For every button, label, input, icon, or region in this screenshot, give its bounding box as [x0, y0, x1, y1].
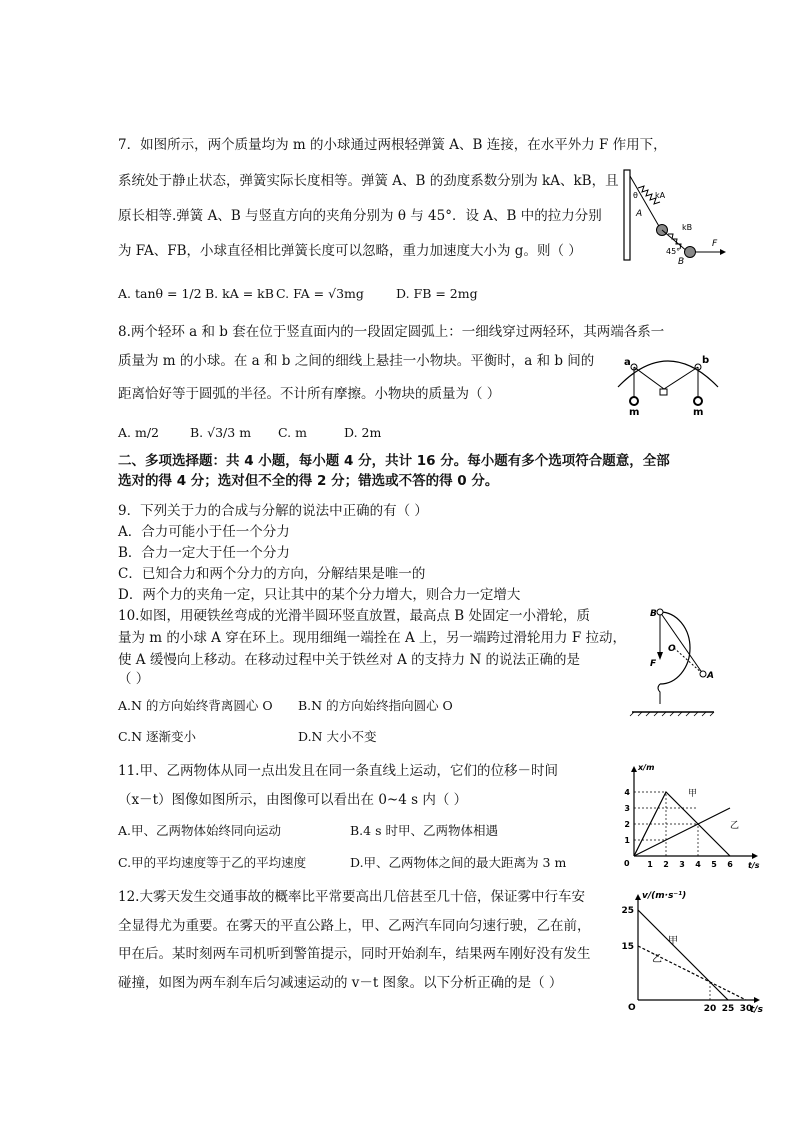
q11-x-tick: 6 — [727, 860, 733, 869]
q8-label-b: b — [702, 355, 710, 366]
q12-x-tick: 25 — [721, 1004, 735, 1014]
q8-ball-left — [630, 397, 638, 405]
q8-line1: 8.两个轻环 a 和 b 套在位于竖直面内的一段固定圆弧上：一细线穿过两轻环，其两端各系一 — [118, 324, 665, 340]
q11-line2: （x－t）图像如图所示，由图像可以看出在 0~4 s 内（ ） — [118, 792, 468, 808]
q7-option-c: C. FA = √3mg — [276, 286, 364, 301]
q7-option-b: B. kA = kB — [205, 286, 274, 301]
q11-option-c: C.甲的平均速度等于乙的平均速度 — [118, 855, 307, 870]
q10-line4: （ ） — [118, 671, 150, 687]
q7-option-a: A. tanθ = 1/2 — [118, 286, 202, 301]
q7-ball-b — [685, 247, 696, 258]
q10-line2: 量为 m 的小球 A 穿在环上。现用细绳一端拴在 A 上，另一端跨过滑轮用力 F 拉动， — [118, 630, 626, 646]
q7-label-theta: θ — [633, 191, 638, 200]
q8-option-d: D. 2m — [344, 425, 382, 440]
q10-force-arrow — [657, 652, 663, 660]
q10-semicircle-figure — [628, 604, 720, 718]
q8-label-m-left: m — [629, 407, 640, 418]
q11-xt-graph — [620, 763, 770, 872]
q8-line3: 距离恰好等于圆弧的半径。不计所有摩擦。小物块的质量为（ ） — [118, 386, 501, 402]
q8-option-a: A. m/2 — [118, 425, 159, 440]
q7-spring-figure — [620, 168, 730, 268]
q8-arc-figure — [612, 345, 722, 418]
q10-rope-to-a — [660, 612, 703, 674]
q8-block — [660, 389, 667, 395]
q8-option-c: C. m — [278, 425, 307, 440]
q7-label-angle: 45° — [666, 247, 681, 256]
q9-option-b: B．合力一定大于任一个分力 — [118, 545, 290, 561]
q12-y-arrow — [635, 894, 641, 900]
q10-option-d: D.N 大小不变 — [298, 729, 377, 744]
q10-ball-a — [700, 671, 706, 677]
q11-x-tick: 3 — [679, 860, 685, 869]
q12-x-arrow — [754, 997, 760, 1003]
q7-line1: 7．如图所示，两个质量均为 m 的小球通过两根轻弹簧 A、B 连接，在水平外力 F 作用下， — [118, 137, 667, 153]
q8-label-a: a — [624, 357, 631, 368]
q10-line3: 使 A 缓慢向上移动。在移动过程中关于铁丝对 A 的支持力 N 的说法正确的是 — [118, 652, 581, 668]
q10-option-c: C.N 逐渐变小 — [118, 729, 197, 744]
q10-label-o: O — [668, 644, 676, 654]
q11-x-tick: 1 — [647, 860, 653, 869]
q11-x-tick: 5 — [711, 860, 717, 869]
q12-x-label: t/s — [750, 1005, 763, 1015]
q11-series-yi — [634, 808, 730, 856]
q12-line2: 全显得尤为重要。在雾天的平直公路上，甲、乙两汽车同向匀速行驶，乙在前， — [118, 918, 591, 934]
q10-option-a: A.N 的方向始终背离圆心 O — [118, 698, 273, 713]
q9-stem: 9．下列关于力的合成与分解的说法中正确的有（ ） — [118, 503, 428, 519]
q11-origin: 0 — [624, 859, 630, 868]
q7-label-ka: kA — [655, 191, 666, 200]
q8-line2: 质量为 m 的小球。在 a 和 b 之间的细线上悬挂一小物块。平衡时，a 和 b 间的 — [118, 353, 595, 369]
q8-option-b: B. √3/3 m — [190, 425, 252, 440]
q7-label-kb: kB — [682, 223, 693, 232]
q11-x-label: t/s — [748, 861, 760, 870]
q10-stand — [658, 684, 660, 704]
q7-spring-a — [630, 176, 660, 228]
q11-label-jia: 甲 — [688, 789, 698, 799]
q10-label-a: A — [707, 671, 714, 681]
q11-option-d: D.甲、乙两物体之间的最大距离为 3 m — [350, 855, 567, 870]
q12-y-label: v/(m·s⁻¹) — [642, 891, 687, 901]
q9-option-c: C．已知合力和两个分力的方向，分解结果是唯一的 — [118, 566, 426, 582]
q11-label-yi: 乙 — [730, 821, 740, 831]
q12-label-jia: 甲 — [668, 936, 678, 947]
q8-string-left — [634, 367, 664, 389]
q9-option-d: D．两个力的夹角一定，只让其中的某个分力增大，则合力一定增大 — [118, 587, 521, 603]
section2-line2: 选对的得 4 分；选对但不全的得 2 分；错选或不答的得 0 分。 — [118, 473, 499, 489]
q11-y-label: x/m — [638, 763, 655, 772]
q7-label-f: F — [712, 239, 718, 249]
q11-y-tick: 3 — [624, 804, 630, 813]
q12-x-tick: 30 — [739, 1004, 753, 1014]
q10-label-f: F — [650, 659, 657, 669]
q10-pulley — [657, 609, 663, 615]
q11-x-tick: 4 — [695, 860, 701, 869]
q12-y-tick: 15 — [621, 942, 634, 952]
q11-option-a: A.甲、乙两物体始终同向运动 — [118, 823, 282, 838]
q11-y-tick: 1 — [624, 836, 630, 845]
q12-y-tick: 25 — [621, 906, 634, 916]
q8-ball-right — [694, 397, 702, 405]
q12-x-tick: 20 — [703, 1004, 717, 1014]
q11-y-tick: 2 — [624, 820, 630, 829]
q7-label-a: A — [636, 209, 643, 219]
q7-arrow-head — [720, 249, 726, 255]
q11-x-tick: 2 — [663, 860, 669, 869]
q11-option-b: B.4 s 时甲、乙两物体相遇 — [350, 823, 498, 838]
q12-line4: 碰撞，如图为两车刹车后匀减速运动的 v－t 图象。以下分析正确的是（ ） — [118, 975, 563, 991]
q7-option-d: D. FB = 2mg — [396, 286, 478, 301]
q12-line3: 甲在后。某时刻两车司机听到警笛提示，同时开始刹车，结果两车刚好没有发生 — [118, 946, 591, 962]
q11-y-arrow — [631, 766, 637, 772]
q12-line1: 12.大雾天发生交通事故的概率比平常要高出几倍甚至几十倍，保证雾中行车安 — [118, 889, 585, 905]
q10-option-b: B.N 的方向始终指向圆心 O — [298, 698, 453, 713]
q9-option-a: A．合力可能小于任一个分力 — [118, 524, 290, 540]
q11-line1: 11.甲、乙两物体从同一点出发且在同一条直线上运动，它们的位移－时间 — [118, 763, 558, 779]
q7-label-b: B — [678, 257, 685, 267]
q12-label-yi: 乙 — [652, 954, 662, 965]
q7-line2: 系统处于静止状态，弹簧实际长度相等。弹簧 A、B 的劲度系数分别为 kA、kB，且 — [118, 173, 619, 189]
q7-wall — [624, 170, 630, 260]
q7-line3: 原长相等.弹簧 A、B 与竖直方向的夹角分别为 θ 与 45°．设 A、B 中的拉力分别 — [118, 208, 602, 224]
q10-label-b: B — [650, 609, 657, 619]
q8-label-m-right: m — [693, 407, 704, 418]
q7-line4: 为 FA、FB，小球直径相比弹簧长度可以忽略，重力加速度大小为 g。则（ ） — [118, 243, 582, 259]
q8-string-right — [664, 367, 698, 389]
section2-line1: 二、多项选择题：共 4 小题，每小题 4 分，共计 16 分。每小题有多个选项符合题意，全部 — [118, 453, 670, 469]
q12-origin: O — [628, 1003, 636, 1013]
q10-line1: 10.如图，用硬铁丝弯成的光滑半圆环竖直放置，最高点 B 处固定一小滑轮，质 — [118, 608, 590, 624]
q11-y-tick: 4 — [624, 788, 630, 797]
q12-vt-graph — [618, 892, 770, 1018]
q11-x-arrow — [752, 853, 758, 859]
